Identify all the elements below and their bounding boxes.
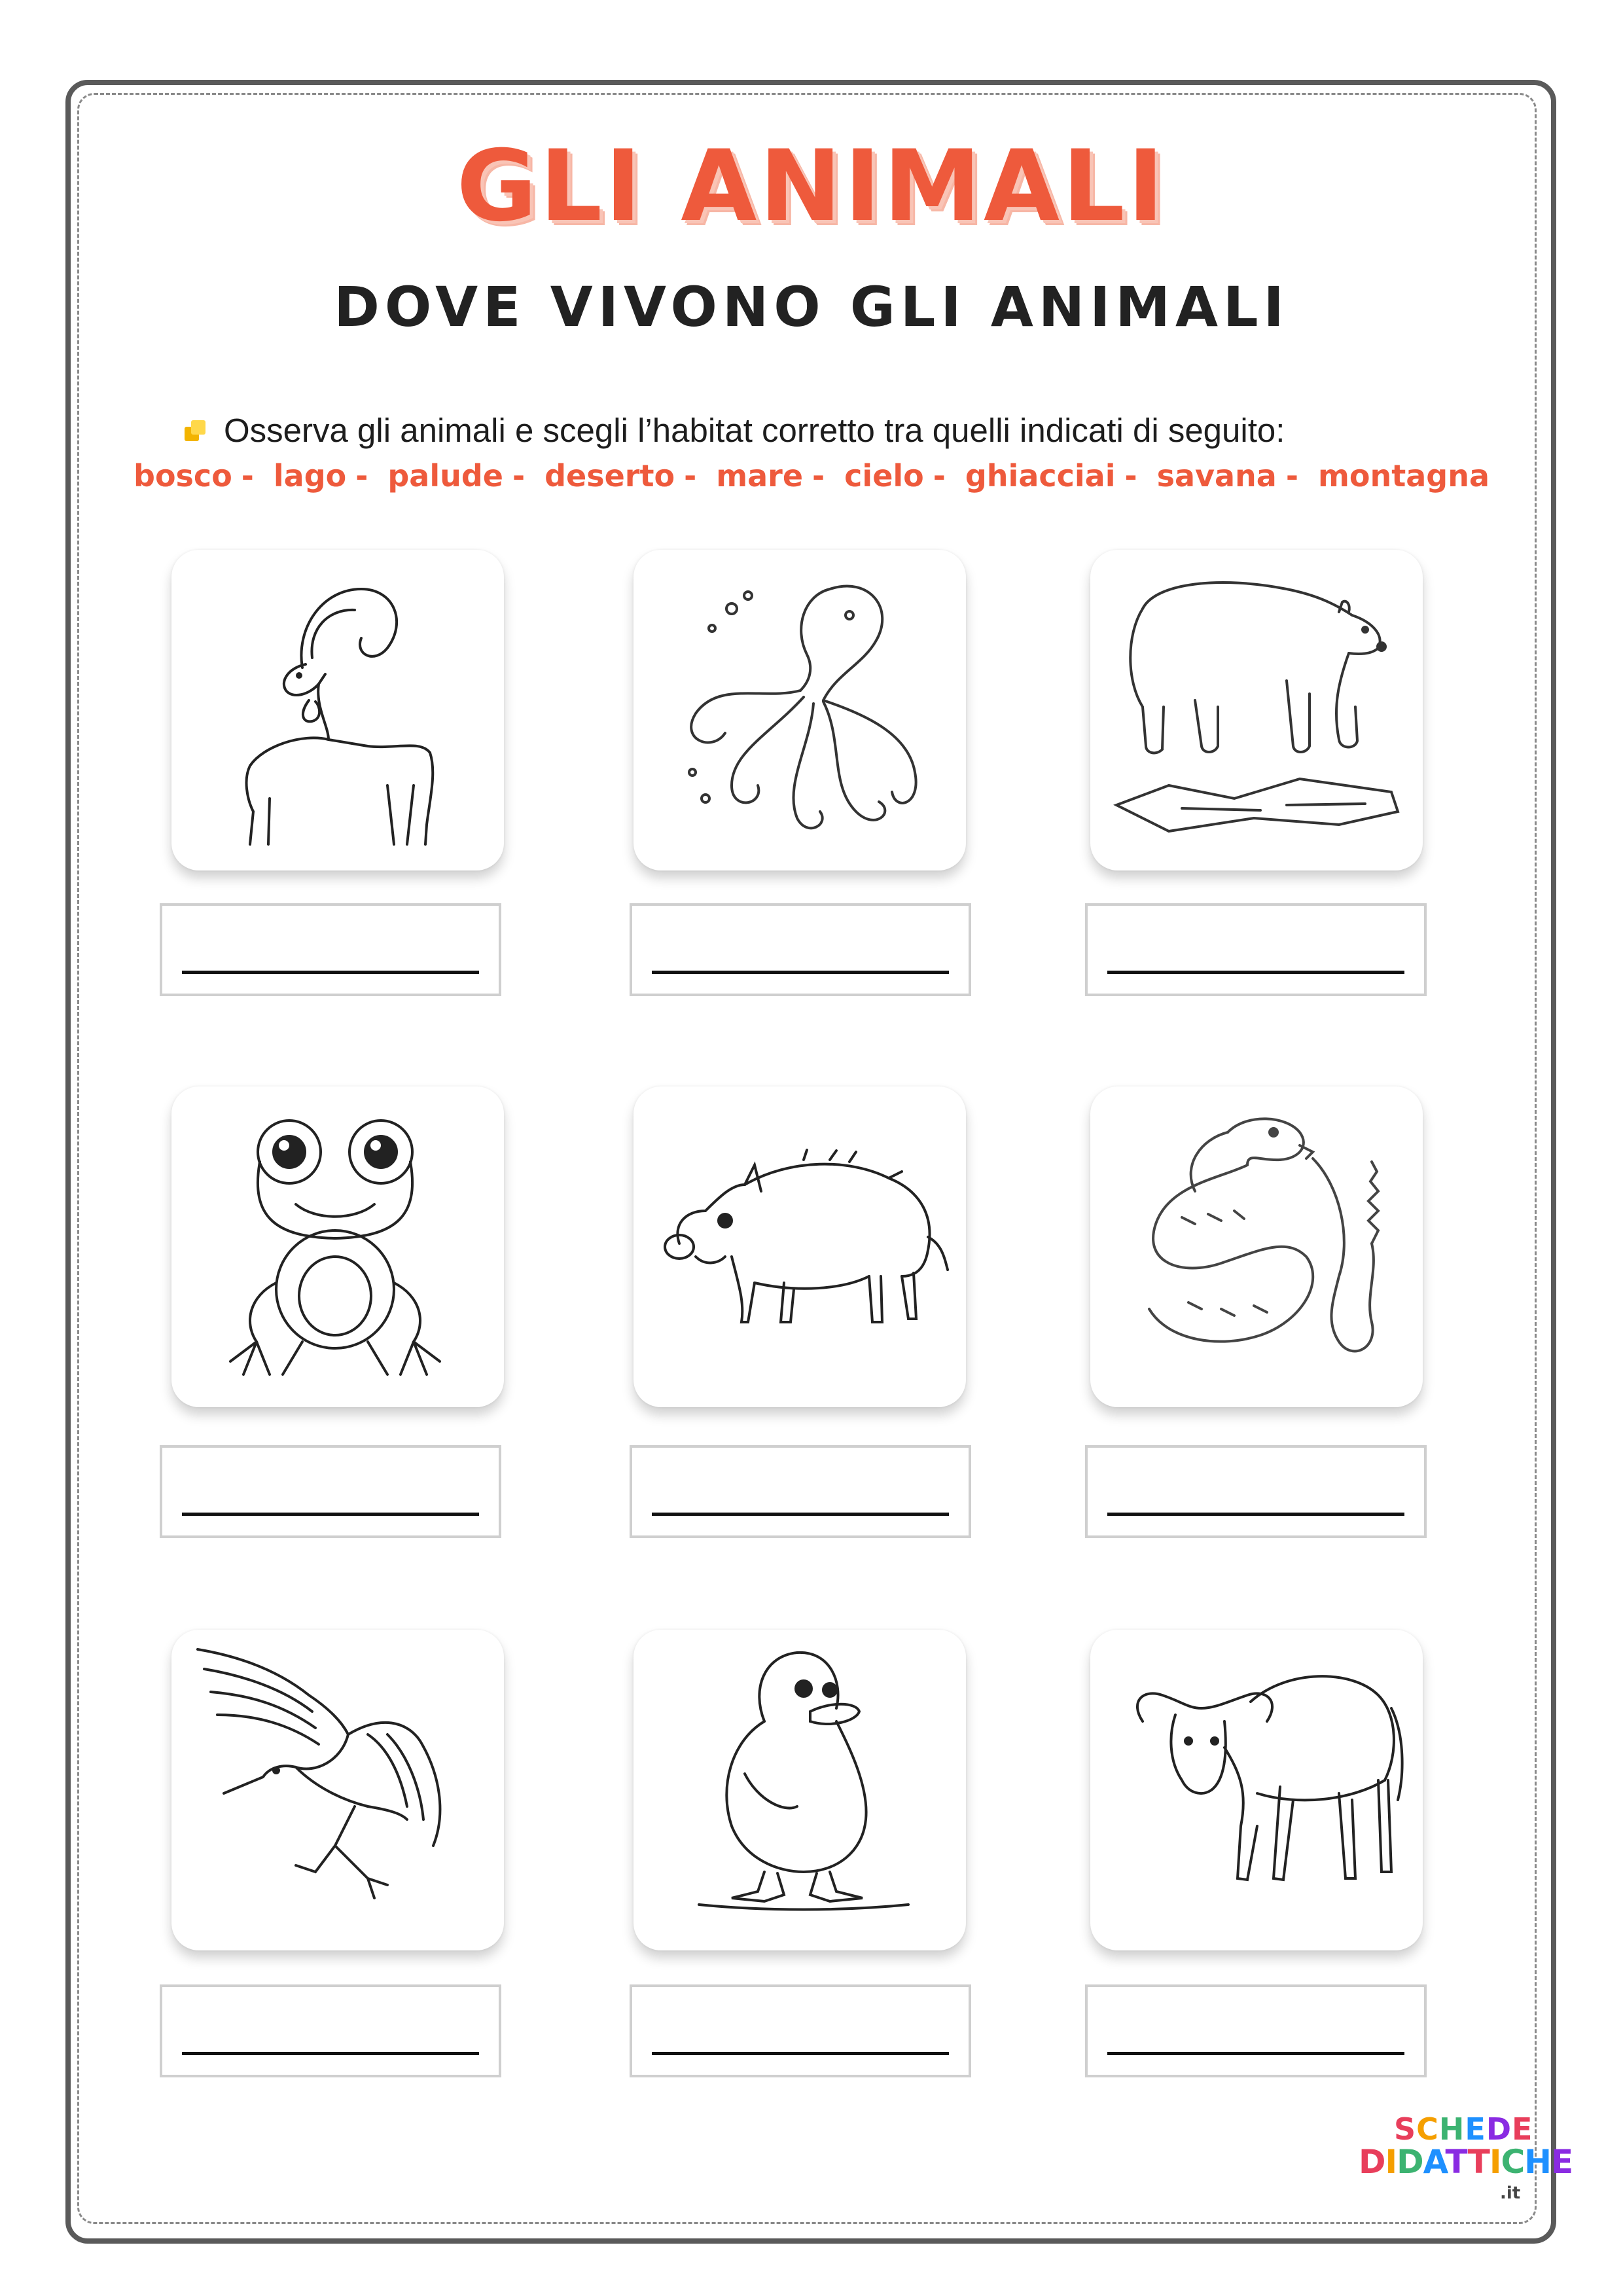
- answer-box-8[interactable]: [630, 1984, 971, 2077]
- logo-letter: C: [1501, 2143, 1525, 2181]
- answer-line: [652, 2052, 949, 2055]
- logo-letter: T: [1467, 2143, 1489, 2181]
- page-subtitle: DOVE VIVONO GLI ANIMALI: [334, 275, 1289, 339]
- logo-letter: D: [1397, 2143, 1423, 2181]
- habitat-cielo: cielo: [844, 458, 924, 493]
- animal-card-stork: [171, 1630, 504, 1950]
- logo-line2: [1359, 2143, 1573, 2181]
- logo-letter: H: [1524, 2143, 1552, 2181]
- answer-line: [1107, 2052, 1404, 2055]
- habitat-lago: lago: [273, 458, 347, 493]
- instruction: [185, 411, 1285, 450]
- logo-schede-didattiche: [1352, 2111, 1573, 2210]
- logo-letter: H: [1438, 2111, 1465, 2147]
- rattlesnake-icon: [1090, 1086, 1423, 1407]
- logo-line3: .it: [1500, 2183, 1521, 2203]
- animal-card-polar-bear: [1090, 550, 1423, 870]
- wild-boar-icon: [633, 1086, 966, 1407]
- animal-card-buffalo: [1090, 1630, 1423, 1950]
- logo-letter: E: [1512, 2111, 1533, 2147]
- animal-card-rattlesnake: [1090, 1086, 1423, 1407]
- answer-box-5[interactable]: [630, 1445, 971, 1538]
- instruction-text: Osserva gli animali e scegli l’habitat corretto tra quelli indicati di seguito:: [224, 412, 1285, 449]
- logo-letter: C: [1416, 2111, 1439, 2147]
- octopus-icon: [633, 550, 966, 870]
- habitat-mare: mare: [716, 458, 804, 493]
- animal-card-duck: [633, 1630, 966, 1950]
- answer-box-4[interactable]: [160, 1445, 501, 1538]
- animal-card-ibex: [171, 550, 504, 870]
- logo-letter: S: [1394, 2111, 1417, 2147]
- animal-card-frog: [171, 1086, 504, 1407]
- habitat-deserto: deserto: [544, 458, 675, 493]
- answer-box-2[interactable]: [630, 903, 971, 996]
- stork-icon: [171, 1630, 504, 1950]
- answer-line: [182, 1513, 479, 1516]
- logo-line1: [1394, 2111, 1533, 2147]
- answer-box-9[interactable]: [1085, 1984, 1427, 2077]
- answer-box-7[interactable]: [160, 1984, 501, 2077]
- habitat-palude: palude: [387, 458, 503, 493]
- logo-letter: D: [1486, 2111, 1512, 2147]
- logo-letter: A: [1423, 2143, 1446, 2181]
- habitat-bosco: bosco: [134, 458, 232, 493]
- animal-card-octopus: [633, 550, 966, 870]
- answer-line: [652, 971, 949, 974]
- buffalo-icon: [1090, 1630, 1423, 1950]
- answer-box-3[interactable]: [1085, 903, 1427, 996]
- logo-letter: T: [1445, 2143, 1468, 2181]
- answer-line: [652, 1513, 949, 1516]
- habitat-ghiacciai: ghiacciai: [965, 458, 1116, 493]
- polar-bear-icon: [1090, 550, 1423, 870]
- logo-letter: I: [1489, 2143, 1501, 2181]
- answer-line: [1107, 971, 1404, 974]
- frog-icon: [171, 1086, 504, 1407]
- answer-line: [1107, 1513, 1404, 1516]
- answer-line: [182, 2052, 479, 2055]
- habitat-savana: savana: [1156, 458, 1277, 493]
- logo-letter: D: [1359, 2143, 1385, 2181]
- answer-box-6[interactable]: [1085, 1445, 1427, 1538]
- habitat-montagna: montagna: [1317, 458, 1489, 493]
- ibex-icon: [171, 550, 504, 870]
- duck-icon: [633, 1630, 966, 1950]
- stacked-squares-icon: [185, 420, 205, 441]
- answer-box-1[interactable]: [160, 903, 501, 996]
- habitat-list: bosco - lago - palude - deserto - mare - cielo - ghiacciai - savana - montagna: [134, 458, 1489, 493]
- logo-letter: E: [1465, 2111, 1486, 2147]
- answer-line: [182, 971, 479, 974]
- animal-card-wild-boar: [633, 1086, 966, 1407]
- logo-letter: E: [1551, 2143, 1573, 2181]
- page-title: GLI ANIMALI: [456, 130, 1167, 243]
- logo-letter: I: [1385, 2143, 1397, 2181]
